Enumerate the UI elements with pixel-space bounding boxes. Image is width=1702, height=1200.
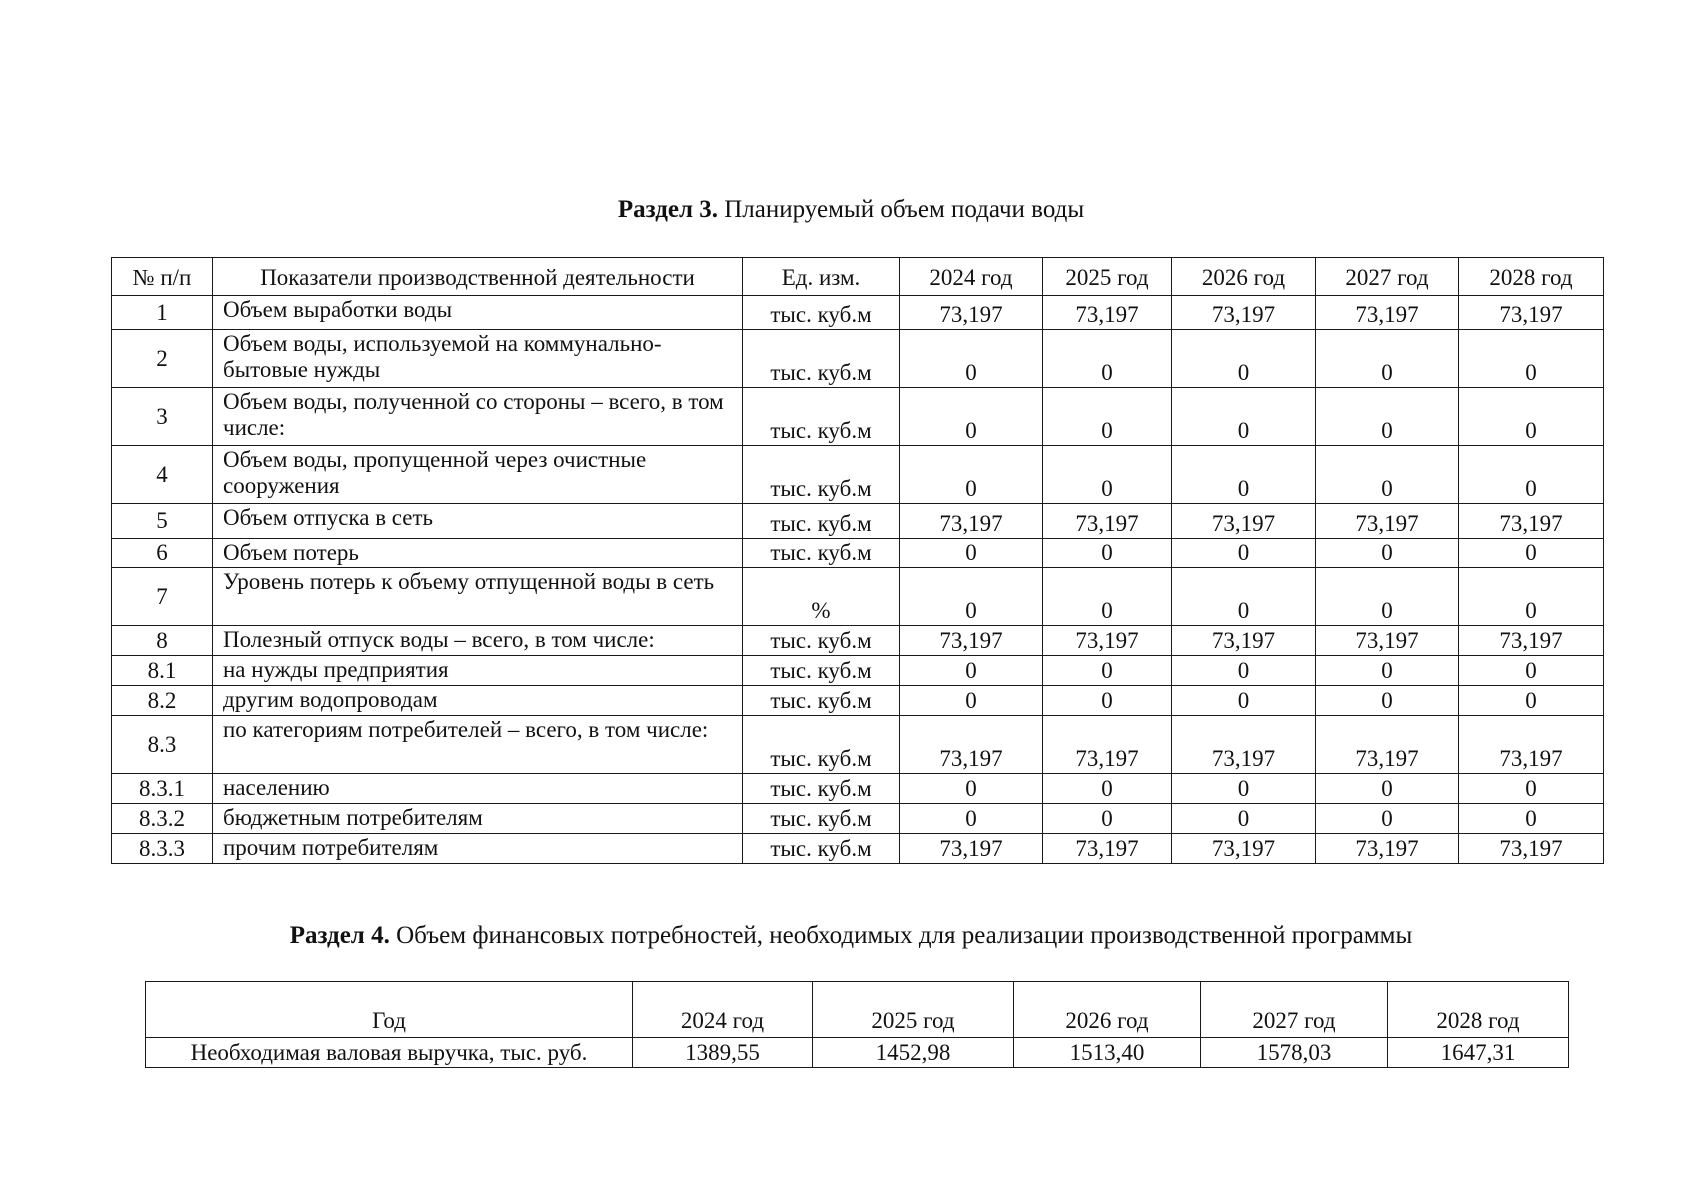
section-3-title-text: Планируемый объем подачи воды [718,196,1085,223]
row-number: 8 [112,626,213,656]
value-cell: 0 [1316,568,1459,626]
value-cell: 73,197 [1043,716,1172,774]
table-row [112,716,1604,774]
value-cell: 0 [900,539,1043,568]
value-cell: 73,197 [1043,296,1172,330]
value-cell: 73,197 [1316,626,1459,656]
value-cell: 73,197 [1172,716,1316,774]
row-number: 8.3.1 [112,774,213,804]
value-cell: 0 [1043,539,1172,568]
column-header: 2028 год [1459,258,1604,296]
revenue-value: 1578,03 [1201,1038,1388,1068]
value-cell: 0 [1316,330,1459,388]
table-row [112,388,1604,446]
column-header: 2026 год [1172,258,1316,296]
value-cell: 0 [1172,568,1316,626]
row-number: 1 [112,296,213,330]
unit-cell: тыс. куб.м [743,656,900,686]
indicator-name: Объем отпуска в сеть [213,504,743,539]
row-number: 5 [112,504,213,539]
value-cell: 0 [1459,568,1604,626]
water-supply-table [111,257,1604,864]
indicator-name: Объем воды, полученной со стороны – всего, в том числе: [213,388,743,446]
row-number: 8.3.2 [112,804,213,834]
value-cell: 73,197 [900,626,1043,656]
unit-cell: тыс. куб.м [743,296,900,330]
row-number: 3 [112,388,213,446]
column-header: 2024 год [633,982,813,1038]
column-header: 2027 год [1316,258,1459,296]
unit-cell: тыс. куб.м [743,504,900,539]
indicator-name: прочим потребителям [213,834,743,864]
indicator-name: Уровень потерь к объему отпущенной воды в сеть [213,568,743,626]
indicator-name: Полезный отпуск воды – всего, в том числе: [213,626,743,656]
value-cell: 73,197 [1172,504,1316,539]
value-cell: 0 [1459,774,1604,804]
value-cell: 0 [1172,774,1316,804]
revenue-value: 1513,40 [1014,1038,1201,1068]
unit-cell: тыс. куб.м [743,716,900,774]
value-cell: 0 [1459,804,1604,834]
table-row [112,504,1604,539]
value-cell: 73,197 [1316,834,1459,864]
revenue-value: 1389,55 [633,1038,813,1068]
value-cell: 0 [1316,656,1459,686]
value-cell: 0 [1316,388,1459,446]
row-number: 8.2 [112,686,213,716]
value-cell: 0 [900,774,1043,804]
value-cell: 0 [900,388,1043,446]
row-number: 8.3 [112,716,213,774]
financial-needs-table [145,981,1569,1068]
value-cell: 73,197 [1459,716,1604,774]
column-header: 2024 год [900,258,1043,296]
value-cell: 0 [1043,446,1172,504]
revenue-value: 1452,98 [813,1038,1014,1068]
value-cell: 0 [900,804,1043,834]
unit-cell: % [743,568,900,626]
column-header: 2025 год [813,982,1014,1038]
value-cell: 73,197 [1043,834,1172,864]
indicator-name: по категориям потребителей – всего, в том числе: [213,716,743,774]
value-cell: 73,197 [900,716,1043,774]
row-number: 7 [112,568,213,626]
value-cell: 73,197 [1316,716,1459,774]
section-4-title [0,921,1702,951]
column-header: 2028 год [1388,982,1569,1038]
table-row [112,539,1604,568]
value-cell: 0 [1316,539,1459,568]
column-header: 2026 год [1014,982,1201,1038]
value-cell: 73,197 [1316,296,1459,330]
value-cell: 0 [1043,774,1172,804]
value-cell: 0 [1459,388,1604,446]
value-cell: 73,197 [1172,834,1316,864]
indicator-name: другим водопроводам [213,686,743,716]
value-cell: 73,197 [1172,296,1316,330]
value-cell: 0 [1316,446,1459,504]
value-cell: 73,197 [1459,296,1604,330]
unit-cell: тыс. куб.м [743,626,900,656]
value-cell: 0 [1172,330,1316,388]
value-cell: 0 [1459,446,1604,504]
value-cell: 73,197 [1316,504,1459,539]
value-cell: 0 [1043,568,1172,626]
value-cell: 0 [1172,446,1316,504]
table-row [112,626,1604,656]
unit-cell: тыс. куб.м [743,446,900,504]
table-row [112,774,1604,804]
indicator-name: бюджетным потребителям [213,804,743,834]
table-row [112,804,1604,834]
value-cell: 0 [1043,804,1172,834]
unit-cell: тыс. куб.м [743,388,900,446]
value-cell: 0 [1172,804,1316,834]
indicator-name: Объем воды, пропущенной через очистные сооружения [213,446,743,504]
value-cell: 73,197 [900,296,1043,330]
value-cell: 0 [1043,330,1172,388]
row-number: 8.3.3 [112,834,213,864]
section-4-title-text: Объем финансовых потребностей, необходимых для реализации производственной программы [389,922,1413,949]
table-header-row [146,982,1569,1038]
value-cell: 0 [1043,656,1172,686]
column-header: № п/п [112,258,213,296]
value-cell: 0 [1043,388,1172,446]
table-row [112,568,1604,626]
row-number: 2 [112,330,213,388]
value-cell: 0 [900,568,1043,626]
value-cell: 0 [900,686,1043,716]
table-row [112,834,1604,864]
table-row [112,296,1604,330]
value-cell: 0 [900,330,1043,388]
indicator-name: населению [213,774,743,804]
table-row [146,1038,1569,1068]
value-cell: 73,197 [1459,504,1604,539]
value-cell: 73,197 [900,504,1043,539]
column-header: Показатели производственной деятельности [213,258,743,296]
value-cell: 0 [1459,330,1604,388]
section-3-title [0,195,1702,225]
row-number: 8.1 [112,656,213,686]
value-cell: 73,197 [1172,626,1316,656]
row-number: 4 [112,446,213,504]
column-header: 2025 год [1043,258,1172,296]
value-cell: 0 [1043,686,1172,716]
unit-cell: тыс. куб.м [743,774,900,804]
section-4-title-bold: Раздел 4. [289,922,390,949]
indicator-name: Объем потерь [213,539,743,568]
value-cell: 0 [900,656,1043,686]
column-header: Год [146,982,633,1038]
unit-cell: тыс. куб.м [743,330,900,388]
value-cell: 0 [1459,656,1604,686]
unit-cell: тыс. куб.м [743,539,900,568]
revenue-label: Необходимая валовая выручка, тыс. руб. [146,1038,633,1068]
column-header: Ед. изм. [743,258,900,296]
indicator-name: Объем воды, используемой на коммунально-бытовые нужды [213,330,743,388]
value-cell: 0 [1316,686,1459,716]
unit-cell: тыс. куб.м [743,804,900,834]
value-cell: 0 [1459,686,1604,716]
value-cell: 73,197 [1043,626,1172,656]
value-cell: 0 [1172,539,1316,568]
value-cell: 0 [1316,774,1459,804]
table-row [112,686,1604,716]
value-cell: 0 [1459,539,1604,568]
value-cell: 0 [1316,804,1459,834]
value-cell: 73,197 [1043,504,1172,539]
unit-cell: тыс. куб.м [743,686,900,716]
section-3-title-bold: Раздел 3. [617,196,718,223]
row-number: 6 [112,539,213,568]
value-cell: 73,197 [1459,834,1604,864]
revenue-value: 1647,31 [1388,1038,1569,1068]
value-cell: 73,197 [1459,626,1604,656]
column-header: 2027 год [1201,982,1388,1038]
indicator-name: Объем выработки воды [213,296,743,330]
value-cell: 73,197 [900,834,1043,864]
table-header-row [112,258,1604,296]
table-row [112,446,1604,504]
value-cell: 0 [1172,686,1316,716]
table-row [112,330,1604,388]
value-cell: 0 [1172,388,1316,446]
unit-cell: тыс. куб.м [743,834,900,864]
value-cell: 0 [1172,656,1316,686]
indicator-name: на нужды предприятия [213,656,743,686]
table-row [112,656,1604,686]
value-cell: 0 [900,446,1043,504]
